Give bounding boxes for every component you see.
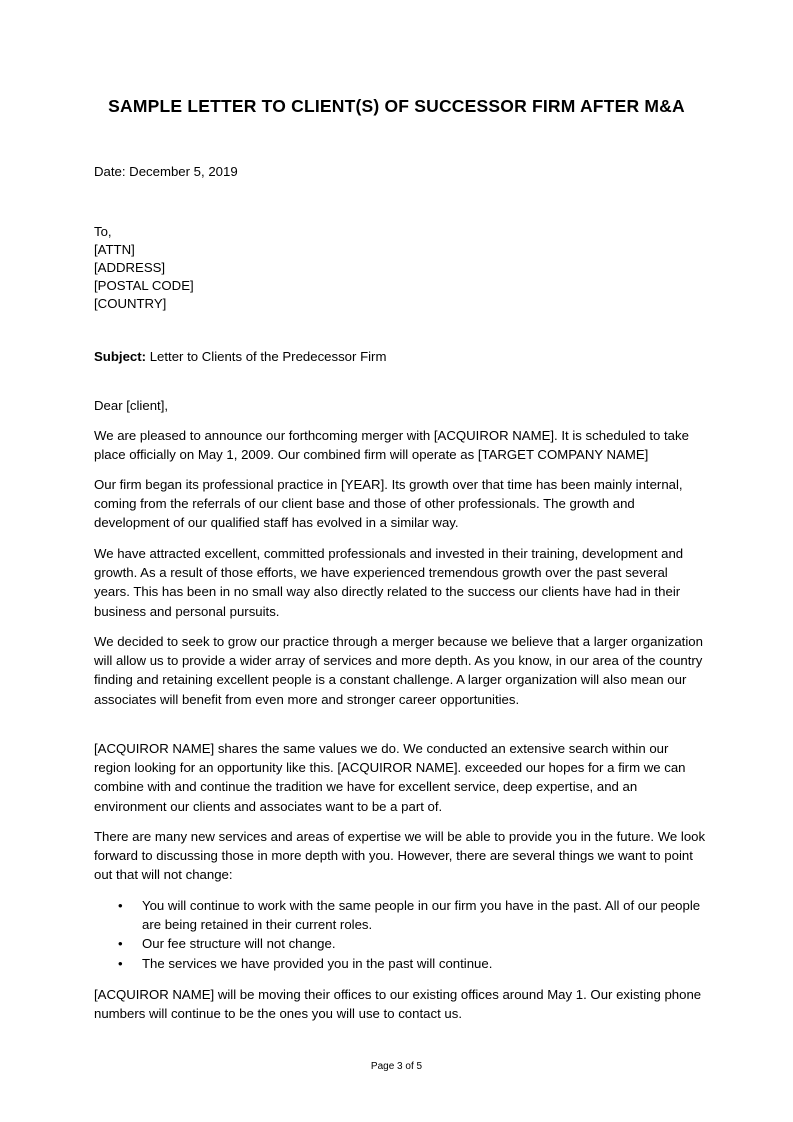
bullet-icon: • — [118, 898, 123, 913]
paragraph-merger-announcement: We are pleased to announce our forthcoming merger with [ACQUIROR NAME]. It is scheduled to take place officially on May 1, 2009. Our combined firm will operate as [TARGET COMPANY NAME] — [94, 428, 689, 463]
list-item: • You will continue to work with the same people in our firm you have in the past. All of our people are being retained in their current roles. — [118, 898, 701, 933]
subject-line — [94, 347, 386, 366]
recipient-address: [ADDRESS] — [94, 260, 166, 275]
paragraph-merger-reason: We decided to seek to grow our practice through a merger because we believe that a larger organization will allow us to provide a wider array of services and more depth. As you know, in our area of the country finding and retaining excellent people is a constant challenge. A larger organization will also mean our associates will benefit from even more and stronger career opportunities. — [94, 634, 703, 707]
bullet-icon: • — [118, 955, 123, 971]
recipient-postal-code: [POSTAL CODE] — [94, 278, 194, 293]
recipient-attn: [ATTN] — [94, 242, 135, 257]
list-item: • The services we have provided you in the past will continue. — [94, 954, 706, 973]
paragraph-shared-values: [ACQUIROR NAME] shares the same values we do. We conducted an extensive search within our region looking for an opportunity like this. [ACQUIROR NAME]. exceeded our hopes for a firm we can combine with and continue the tradition we have for excellent service, deep expertise, and an environment our clients and associates want to be a part of. — [94, 741, 686, 814]
date-line: Date: December 5, 2019 — [94, 164, 238, 179]
paragraph-office-move: [ACQUIROR NAME] will be moving their offices to our existing offices around May 1. Our existing phone numbers will continue to be the ones you will use to contact us. — [94, 987, 702, 1022]
subject-text: Letter to Clients of the Predecessor Firm — [146, 349, 387, 364]
recipient-country: [COUNTRY] — [94, 296, 167, 311]
bullet-icon: • — [118, 936, 123, 952]
subject-label: Subject: — [94, 349, 147, 364]
list-item: • Our fee structure will not change. — [94, 934, 706, 953]
page-number-footer: Page 3 of 5 — [370, 1061, 423, 1072]
document-title: SAMPLE LETTER TO CLIENT(S) OF SUCCESSOR FIRM AFTER M&A — [108, 96, 685, 116]
recipient-to: To, — [94, 224, 112, 239]
paragraph-new-services: There are many new services and areas of expertise we will be able to provide you in the future. We look forward to discussing those in more depth with you. However, there are several things we want to point out that will not change: — [94, 829, 706, 883]
unchanged-items-list — [94, 896, 706, 973]
salutation: Dear [client], — [94, 398, 169, 413]
paragraph-professionals: We have attracted excellent, committed professionals and invested in their training, development and growth. As a result of those efforts, we have experienced tremendous growth over the past several years. This has been in no small way also directly related to the success our clients have had in their business and personal pursuits. — [94, 546, 684, 619]
paragraph-firm-history: Our firm began its professional practice in [YEAR]. Its growth over that time has been mainly internal, coming from the referrals of our client base and those of other professionals. The growth and development of our qualified staff has evolved in a similar way. — [94, 477, 683, 531]
